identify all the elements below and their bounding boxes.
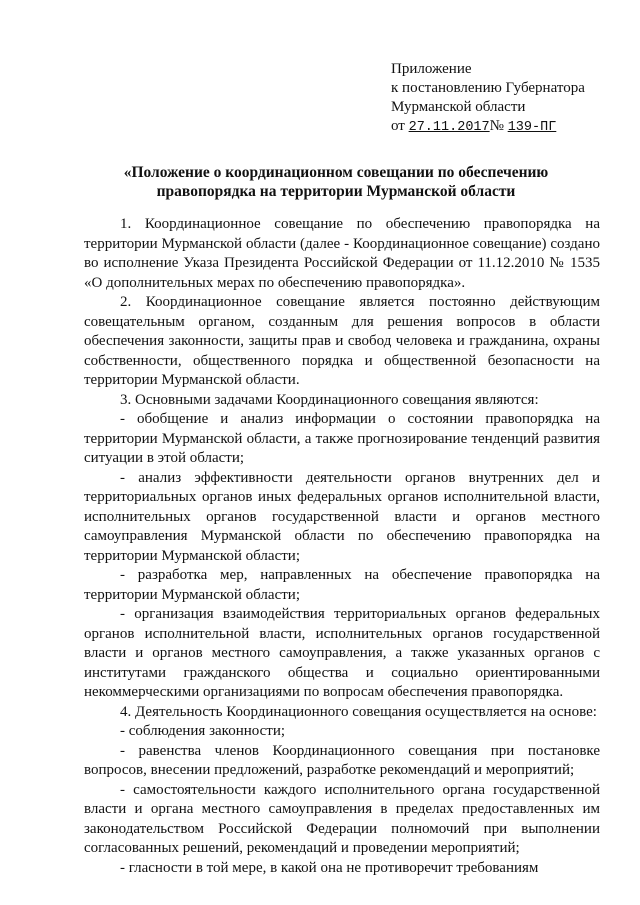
paragraph-4: 4. Деятельность Координационного совещания осуществляется на основе:	[120, 703, 597, 720]
number-prefix: №	[489, 118, 504, 134]
stamp-line-appendix: Приложение	[391, 61, 472, 77]
decree-number: 139-ПГ	[507, 120, 557, 135]
list-item: - анализ эффективности деятельности органов внутренних дел и территориальных органов иных федеральных органов исполнительной власти, исполнительных органов государственной власти и органов местного самоуправления Мурманской области по обеспечению правопорядка на территории Мурманской области;	[84, 469, 600, 564]
paragraph-3: 3. Основными задачами Координационного совещания являются:	[120, 391, 539, 408]
list-item: - организация взаимодействия территориальных органов федеральных органов исполнительной власти, исполнительных органов государственной власти и органов местного самоуправления, а также указанных органов с институтами гражданского общества и социально ориентированными некоммерческими организациями по вопросам обеспечения правопорядка.	[84, 606, 600, 700]
decree-date: 27.11.2017	[408, 120, 490, 135]
paragraph-2: 2. Координационное совещание является постоянно действующим совещательным органом, созданным для решения вопросов в области обеспечения законности, защиты прав и свобод человека и гражданина, охраны собственности, общественного порядка и общественной безопасности на территории Мурманской области.	[84, 294, 600, 388]
list-item: - обобщение и анализ информации о состоянии правопорядка на территории Мурманской области, а также прогнозирование тенденций развития ситуации в этой области;	[84, 411, 600, 466]
stamp-date-number	[391, 117, 585, 137]
approval-stamp	[391, 60, 585, 137]
list-item: - гласности в той мере, в какой она не противоречит требованиям	[120, 859, 539, 876]
date-prefix: от	[391, 118, 405, 134]
list-item: - самостоятельности каждого исполнительного органа государственной власти и органа местного самоуправления в пределах предоставленных им законодательством Российской Федерации полномочий при выполнении согласованных решений, рекомендаций и проведении мероприятий;	[84, 781, 600, 856]
paragraph-1: 1. Координационное совещание по обеспечению правопорядка на территории Мурманской области (далее - Координационное совещание) создано во исполнение Указа Президента Российской Федерации от 11.12.2010 № 1535 «О дополнительных мерах по обеспечению правопорядка».	[84, 216, 600, 291]
document-body	[84, 215, 600, 878]
list-item: - соблюдения законности;	[120, 723, 286, 739]
stamp-line-decree: к постановлению Губернатора	[391, 80, 585, 96]
list-item: - равенства членов Координационного совещания при постановке вопросов, внесении предложений, разработке рекомендаций и мероприятий;	[84, 742, 600, 778]
stamp-line-region: Мурманской области	[391, 99, 526, 115]
document-title: «Положение о координационном совещании по обеспечению правопорядка на территории Мурманской области	[123, 164, 549, 200]
list-item: - разработка мер, направленных на обеспечение правопорядка на территории Мурманской области;	[84, 567, 600, 603]
